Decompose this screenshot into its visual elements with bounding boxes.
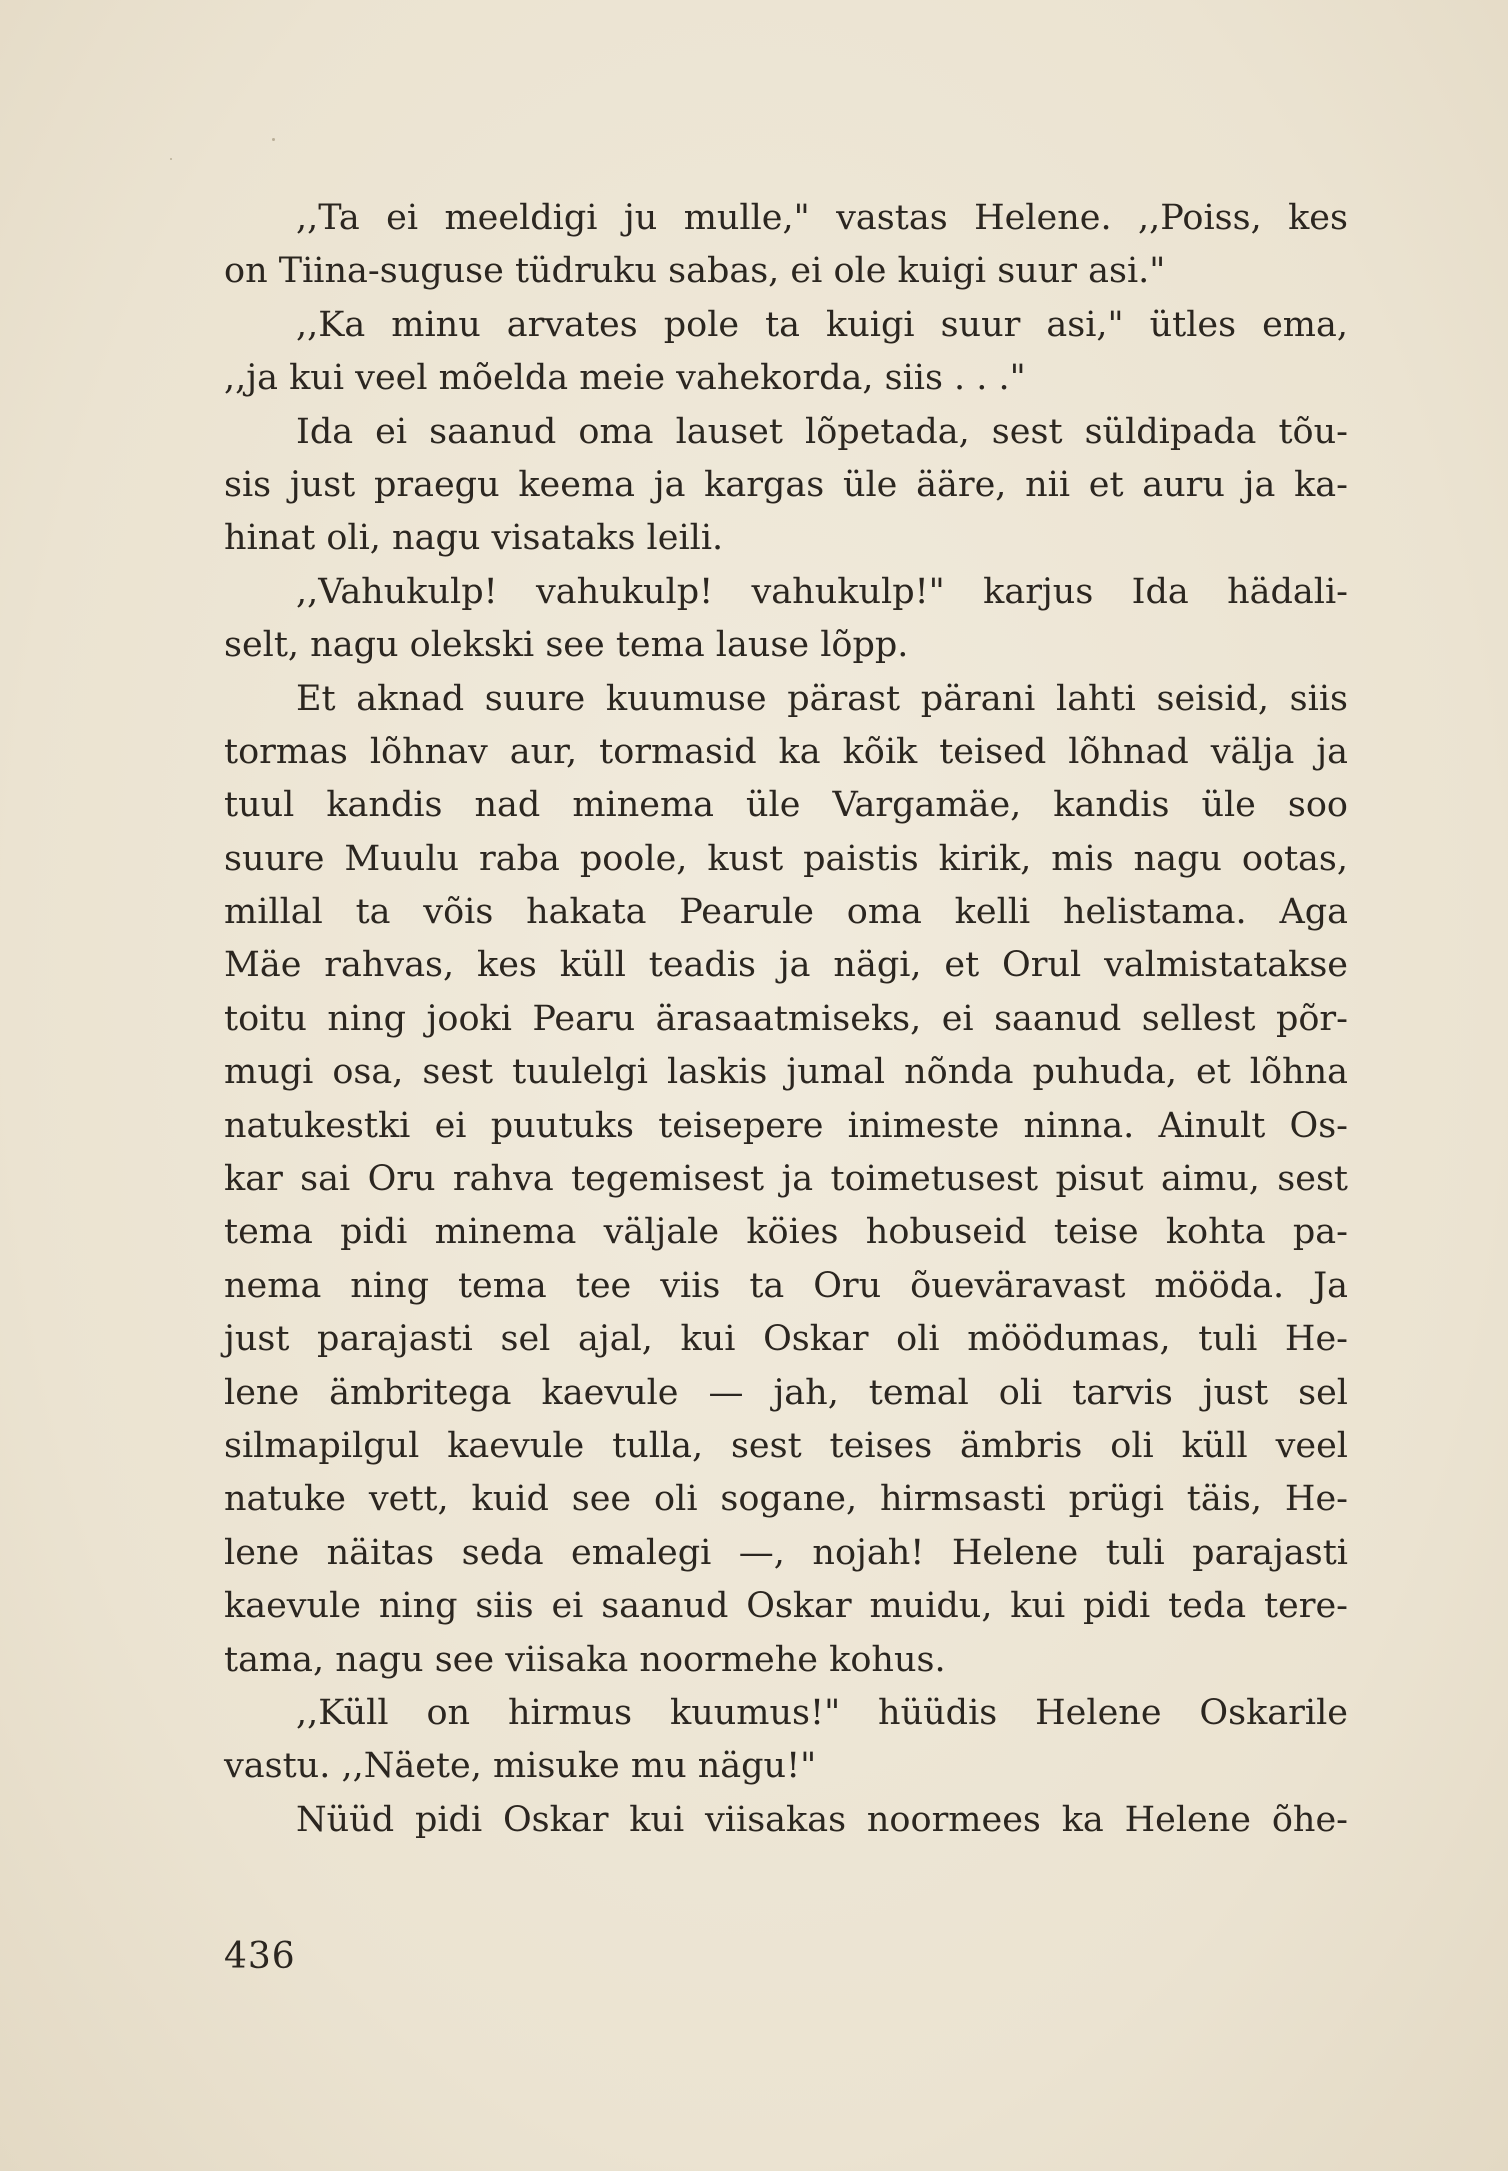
text-line: tuul kandis nad minema üle Vargamäe, kandis üle soo — [224, 785, 1348, 826]
text-line: lene näitas seda emalegi —, nojah! Helene tuli parajasti — [224, 1532, 1348, 1573]
text-line: ,,Vahukulp! vahukulp! vahukulp!" karjus Ida hädali- — [296, 571, 1348, 612]
text-line: Nüüd pidi Oskar kui viisakas noormees ka Helene õhe- — [296, 1799, 1348, 1840]
paper-speck — [272, 138, 275, 141]
text-line: toitu ning jooki Pearu ärasaatmiseks, ei saanud sellest põr- — [224, 998, 1348, 1039]
text-line: Ida ei saanud oma lauset lõpetada, sest süldipada tõu- — [296, 411, 1348, 452]
text-line: mugi osa, sest tuulelgi laskis jumal nõnda puhuda, et lõhna — [224, 1052, 1348, 1093]
text-line: tama, nagu see viisaka noormehe kohus. — [224, 1639, 946, 1680]
text-line: ,,ja kui veel mõelda meie vahekorda, siis . . ." — [224, 358, 1026, 399]
page-number: 436 — [224, 1936, 296, 1977]
text-line: natuke vett, kuid see oli sogane, hirmsasti prügi täis, He- — [224, 1479, 1348, 1520]
body-text — [224, 192, 1348, 1847]
text-line: kaevule ning siis ei saanud Oskar muidu, kui pidi teda tere- — [224, 1586, 1348, 1627]
text-line: tema pidi minema väljale köies hobuseid teise kohta pa- — [224, 1212, 1348, 1253]
text-line: kar sai Oru rahva tegemisest ja toimetusest pisut aimu, sest — [224, 1159, 1348, 1200]
text-line: ,,Ta ei meeldigi ju mulle," vastas Helene. ,,Poiss, kes — [296, 198, 1348, 238]
text-line: ,,Küll on hirmus kuumus!" hüüdis Helene Oskarile — [296, 1692, 1348, 1733]
text-line: hinat oli, nagu visataks leili. — [224, 518, 724, 559]
text-line: sis just praegu keema ja kargas üle ääre, nii et auru ja ka- — [224, 464, 1348, 505]
text-line: suure Muulu raba poole, kust paistis kirik, mis nagu ootas, — [224, 838, 1348, 879]
text-line: selt, nagu olekski see tema lause lõpp. — [224, 625, 909, 666]
text-line: vastu. ,,Näete, misuke mu nägu!" — [224, 1746, 817, 1787]
text-line: tormas lõhnav aur, tormasid ka kõik teised lõhnad välja ja — [224, 731, 1348, 772]
text-line: millal ta võis hakata Pearule oma kelli helistama. Aga — [224, 892, 1348, 933]
text-line: Et aknad suure kuumuse pärast pärani lahti seisid, siis — [296, 678, 1348, 719]
text-line: natukestki ei puutuks teisepere inimeste ninna. Ainult Os- — [224, 1105, 1348, 1146]
text-line: ,,Ka minu arvates pole ta kuigi suur asi," ütles ema, — [296, 304, 1348, 345]
text-line: lene ämbritega kaevule — jah, temal oli tarvis just sel — [224, 1372, 1348, 1413]
text-line: nema ning tema tee viis ta Oru õueväravast mööda. Ja — [224, 1265, 1348, 1306]
text-line: silmapilgul kaevule tulla, sest teises ämbris oli küll veel — [224, 1425, 1348, 1466]
text-line: just parajasti sel ajal, kui Oskar oli möödumas, tuli He- — [224, 1319, 1348, 1360]
paper-speck — [170, 158, 172, 160]
text-line: on Tiina-suguse tüdruku sabas, ei ole kuigi suur asi." — [224, 251, 1166, 292]
text-line: Mäe rahvas, kes küll teadis ja nägi, et Orul valmistatakse — [224, 945, 1348, 986]
